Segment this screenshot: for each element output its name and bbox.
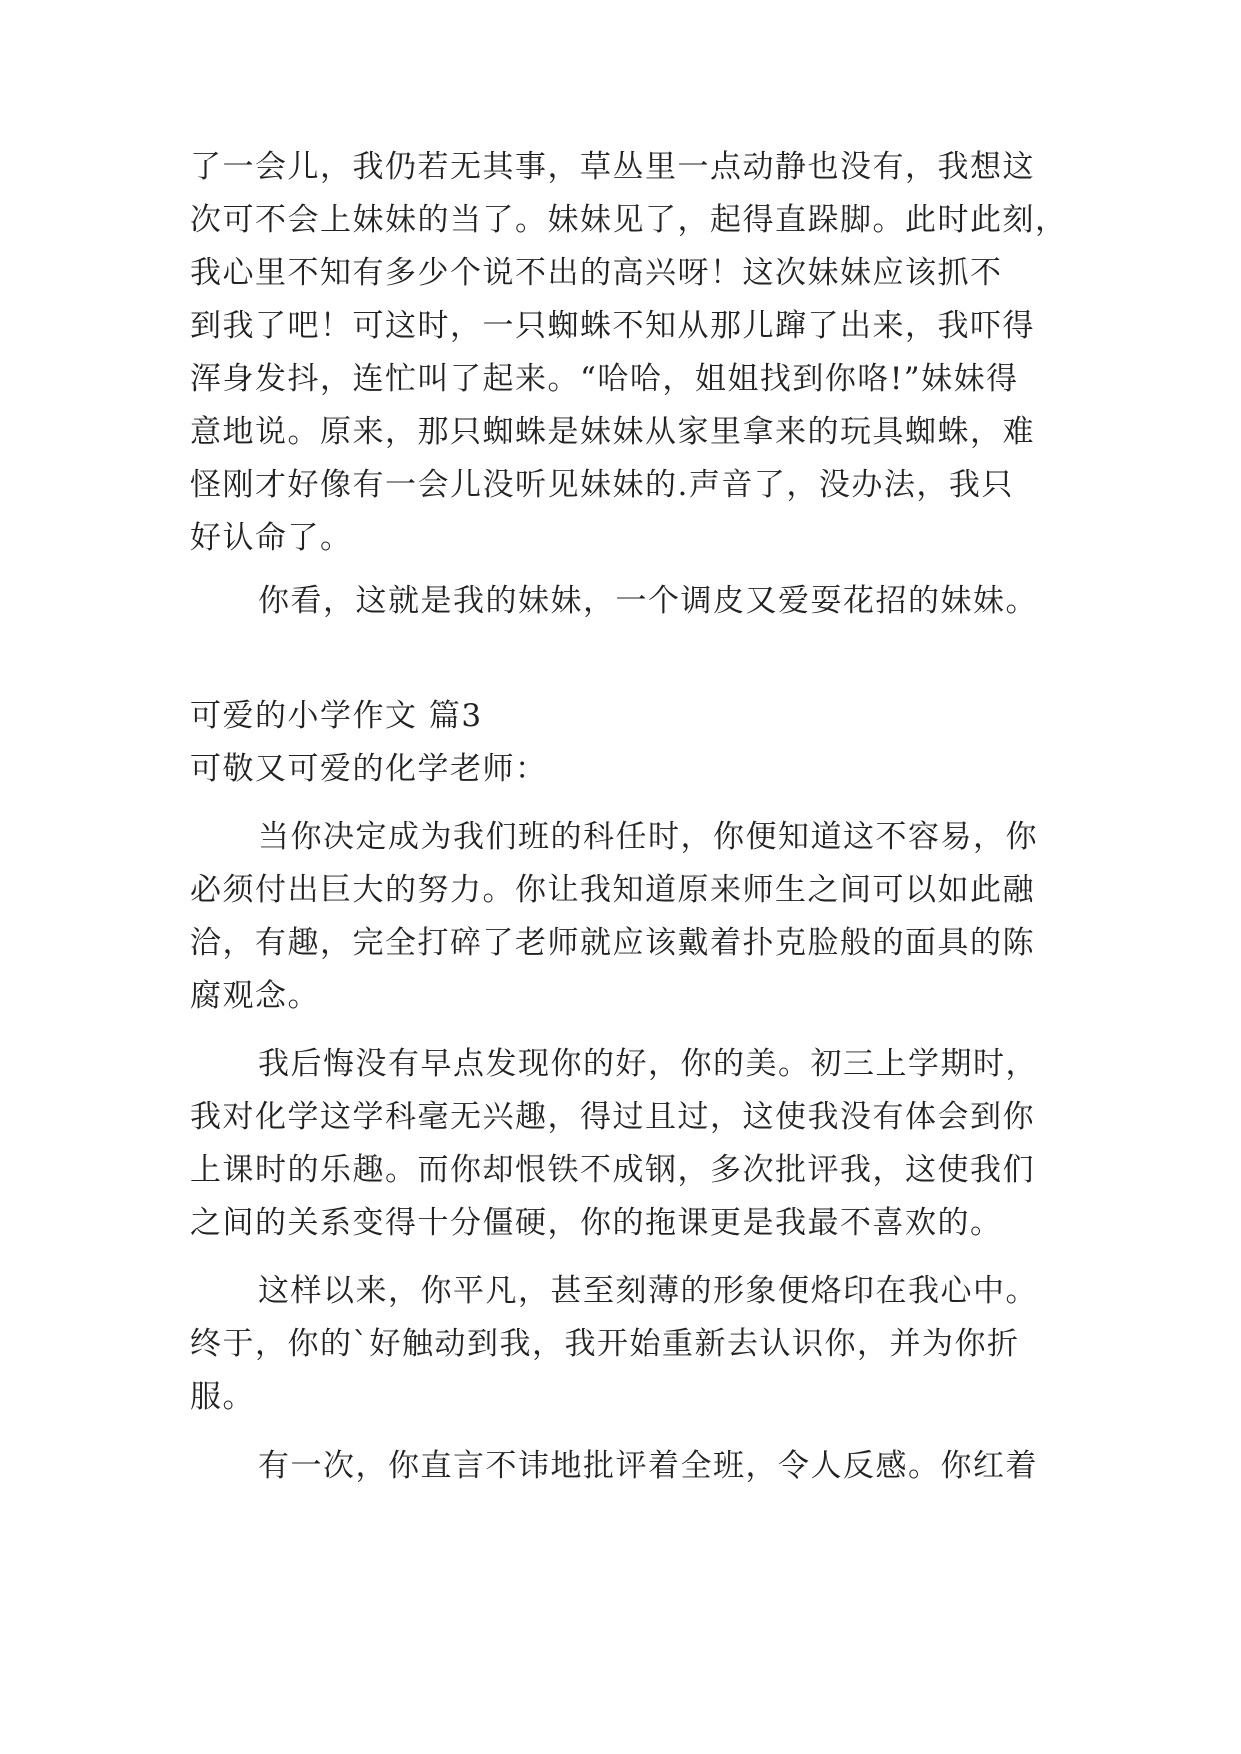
body-line: 有一次，你直言不讳地批评着全班，令人反感。你红着 [258,1448,1038,1484]
body-line: 必须付出巨大的努力。你让我知道原来师生之间可以如此融 [190,872,1035,908]
body-line: 这样以来，你平凡，甚至刻薄的形象便烙印在我心中。 [258,1273,1038,1309]
body-line: 我后悔没有早点发现你的好，你的美。初三上学期时， [258,1046,1038,1082]
body-line: 浑身发抖，连忙叫了起来。“哈哈，姐姐找到你咯!”妹妹得 [190,361,1019,397]
body-line: 我心里不知有多少个说不出的高兴呀！这次妹妹应该抓不 [190,255,1003,291]
body-line: 到我了吧！可这时，一只蜘蛛不知从那儿蹿了出来，我吓得 [190,308,1035,344]
body-line: 次可不会上妹妹的当了。妹妹见了，起得直跺脚。此时此刻， [190,202,1068,238]
body-line: 洽，有趣，完全打碎了老师就应该戴着扑克脸般的面具的陈 [190,925,1035,961]
body-line: 怪刚才好像有一会儿没听见妹妹的.声音了，没办法，我只 [190,467,1014,503]
body-line: 上课时的乐趣。而你却恨铁不成钢，多次批评我，这使我们 [190,1152,1035,1188]
body-line: 腐观念。 [190,978,320,1014]
closing-sentence: 你看，这就是我的妹妹，一个调皮又爱耍花招的妹妹。 [258,583,1038,619]
body-line: 服。 [190,1379,255,1415]
body-line: 之间的关系变得十分僵硬，你的拖课更是我最不喜欢的。 [190,1205,1003,1241]
section-title: 可爱的小学作文 篇3 [190,698,483,734]
body-line: 好认命了。 [190,520,353,556]
body-line: 当你决定成为我们班的科任时，你便知道这不容易，你 [258,819,1038,855]
salutation: 可敬又可爱的化学老师： [190,751,548,787]
body-line: 终于，你的`好触动到我，我开始重新去认识你，并为你折 [190,1326,1020,1362]
body-line: 我对化学这学科毫无兴趣，得过且过，这使我没有体会到你 [190,1099,1035,1135]
body-line: 意地说。原来，那只蜘蛛是妹妹从家里拿来的玩具蜘蛛，难 [190,414,1035,450]
body-line: 了一会儿，我仍若无其事，草丛里一点动静也没有，我想这 [190,149,1035,185]
